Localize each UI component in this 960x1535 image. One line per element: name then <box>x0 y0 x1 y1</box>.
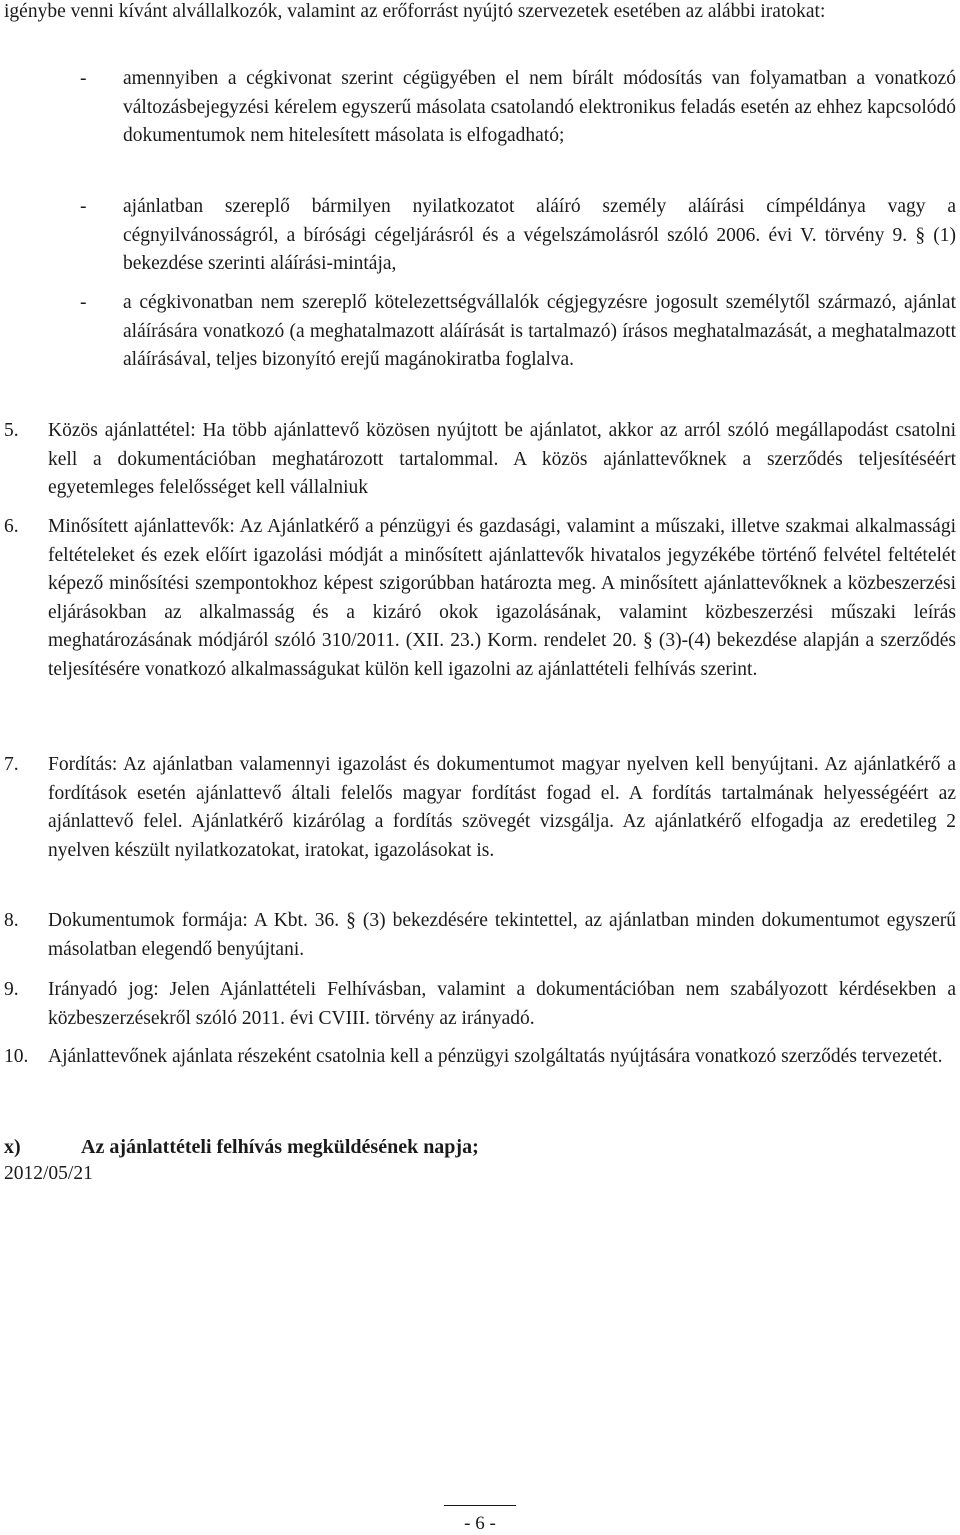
page-number: - 6 - <box>464 1513 496 1534</box>
item-number: 6. <box>4 516 19 537</box>
item-number: 8. <box>4 910 19 931</box>
bullet-item: ajánlatban szereplő bármilyen nyilatkozatot aláíró személy aláírási címpéldánya vagy a cégnyilvánosságról, a bírósági cégeljárásról és a végelszámolásról szóló 2006. évi V. törvény 9. § (1) bekezdése szerinti aláírási-mintája, <box>123 196 956 274</box>
bullet-item: a cégkivonatban nem szereplő kötelezettségvállalók cégjegyzésre jogosult személytől származó, ajánlat aláírására vonatkozó (a meghatalmazott aláírását is tartalmazó) írásos meghatalmazását, a meghatalmazott aláírásával, teljes bizonyító erejű magánokiratba foglalva. <box>123 292 956 370</box>
section-letter: x) <box>4 1136 21 1158</box>
bullet-marker: - <box>80 292 87 313</box>
bullet-marker: - <box>80 196 87 217</box>
item-text: Ajánlattevőnek ajánlata részeként csatolnia kell a pénzügyi szolgáltatás nyújtására vonatkozó szerződés tervezetét. <box>48 1046 943 1067</box>
item-text: Minősített ajánlattevők: Az Ajánlatkérő a pénzügyi és gazdasági, valamint a műszaki, illetve szakmai alkalmassági feltételeket és ezek előírt igazolási módját a minősített ajánlattevők hivatalos jegyzékébe történő felvétel feltételét képező minősítési szempontokhoz képest szigorúbban határozta meg. A minősített ajánlattevőknek a közbeszerzési eljárásokban az alkalmasság és a kizáró okok igazolásának, valamint közbeszerzési műszaki leírás meghatározásának módjáról szóló 310/2011. (XII. 23.) Korm. rendelet 20. § (3)-(4) bekezdése alapján a szerződés teljesítésére vonatkozó alkalmasságukat külön kell igazolni az ajánlattételi felhívás szerint. <box>48 516 956 680</box>
section-date: 2012/05/21 <box>4 1163 93 1184</box>
item-text: Fordítás: Az ajánlatban valamennyi igazolást és dokumentumot magyar nyelven kell benyújtani. Az ajánlatkérő a fordítások esetén ajánlattevő általi felelős magyar fordítást fogad el. A fordítás tartalmának helyességéért az ajánlattevő felel. Ajánlatkérő kizárólag a fordítás szövegét vizsgálja. Az ajánlatkérő elfogadja az eredetileg 2 nyelven készült nyilatkozatokat, iratokat, igazolásokat is. <box>48 754 956 861</box>
item-number: 9. <box>4 979 19 1000</box>
section-heading <box>4 1133 479 1161</box>
item-text: Dokumentumok formája: A Kbt. 36. § (3) bekezdésére tekintettel, az ajánlatban minden dokumentumot egyszerű másolatban elegendő benyújtani. <box>48 910 956 960</box>
item-text: Irányadó jog: Jelen Ajánlattételi Felhívásban, valamint a dokumentációban nem szabályozott kérdésekben a közbeszerzésekről szóló 2011. évi CVIII. törvény az irányadó. <box>48 979 956 1029</box>
footer-divider <box>444 1505 516 1506</box>
section-title: Az ajánlattételi felhívás megküldésének napja; <box>81 1136 479 1158</box>
item-number: 7. <box>4 754 19 775</box>
item-text: Közös ajánlattétel: Ha több ajánlattevő közösen nyújtott be ajánlatot, akkor az arról szóló megállapodást csatolni kell a dokumentációban meghatározott tartalommal. A közös ajánlattevőknek a szerződés teljesítéséért egyetemleges felelősséget kell vállalniuk <box>48 420 956 498</box>
item-number: 10. <box>4 1046 29 1067</box>
bullet-marker: - <box>80 68 87 89</box>
item-number: 5. <box>4 420 19 441</box>
intro-paragraph: igénybe venni kívánt alvállalkozók, valamint az erőforrást nyújtó szervezetek esetében az alábbi iratokat: <box>4 1 826 22</box>
bullet-item: amennyiben a cégkivonat szerint cégügyében el nem bírált módosítás van folyamatban a vonatkozó változásbejegyzési kérelem egyszerű másolata csatolandó elektronikus feladás esetén az ehhez kapcsolódó dokumentumok nem hitelesített másolata is elfogadható; <box>123 68 956 146</box>
